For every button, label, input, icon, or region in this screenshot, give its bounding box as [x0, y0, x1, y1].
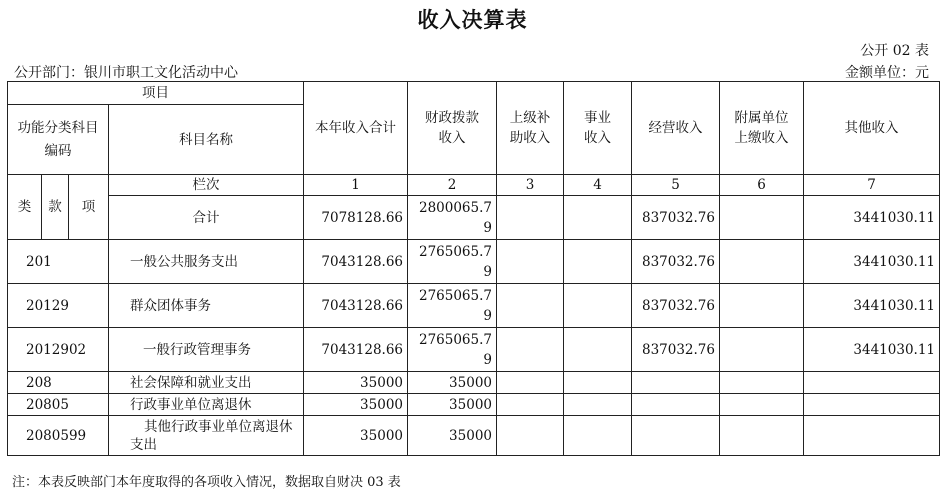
affiliated-cell [720, 372, 804, 394]
function-code: 2012902 [8, 328, 109, 372]
operating-cell: 837032.76 [632, 240, 720, 284]
business-cell [564, 240, 632, 284]
subject-name: 群众团体事务 [109, 284, 304, 328]
total-cell: 35000 [304, 372, 408, 394]
business-cell [564, 416, 632, 456]
operating-cell: 837032.76 [632, 284, 720, 328]
fiscal-cell: 2765065.79 [408, 328, 497, 372]
superior-cell [497, 240, 564, 284]
subject-name: 社会保障和就业支出 [109, 372, 304, 394]
subject-name: 一般公共服务支出 [109, 240, 304, 284]
table-row [8, 240, 940, 284]
xiang-header: 项 [69, 175, 109, 240]
table-row-total [8, 196, 940, 240]
function-code: 201 [8, 240, 109, 284]
lei-header: 类 [8, 175, 42, 240]
function-code: 208 [8, 372, 109, 394]
col-other-header: 其他收入 [804, 82, 940, 175]
col-fiscal-header: 财政拨款收入 [408, 82, 497, 175]
business-cell [564, 372, 632, 394]
subject-name-header: 科目名称 [109, 105, 304, 175]
superior-cell [497, 394, 564, 416]
table-row [8, 416, 940, 456]
col-total-header: 本年收入合计 [304, 82, 408, 175]
table-row [8, 284, 940, 328]
operating-cell [632, 416, 720, 456]
superior-cell [497, 328, 564, 372]
business-cell [564, 196, 632, 240]
seq-2: 2 [408, 175, 497, 196]
fiscal-cell: 35000 [408, 372, 497, 394]
function-code: 20129 [8, 284, 109, 328]
other-cell: 3441030.11 [804, 284, 940, 328]
subject-name: 合计 [109, 196, 304, 240]
other-cell: 3441030.11 [804, 240, 940, 284]
total-cell: 7043128.66 [304, 284, 408, 328]
col-operating-header: 经营收入 [632, 82, 720, 175]
table-code: 公开 02 表 [860, 43, 929, 59]
fiscal-cell: 2765065.79 [408, 240, 497, 284]
function-code: 20805 [8, 394, 109, 416]
superior-cell [497, 416, 564, 456]
affiliated-cell [720, 240, 804, 284]
table-row [8, 328, 940, 372]
total-cell: 7078128.66 [304, 196, 408, 240]
other-cell [804, 394, 940, 416]
function-code: 2080599 [8, 416, 109, 456]
fiscal-cell: 35000 [408, 394, 497, 416]
seq-1: 1 [304, 175, 408, 196]
other-cell [804, 372, 940, 394]
subject-name: 行政事业单位离退休 [109, 394, 304, 416]
fiscal-cell: 2765065.79 [408, 284, 497, 328]
total-cell: 35000 [304, 416, 408, 456]
kuan-header: 款 [42, 175, 69, 240]
income-table [7, 81, 940, 456]
subject-name: 其他行政事业单位离退休支出 [109, 416, 304, 456]
affiliated-cell [720, 284, 804, 328]
superior-cell [497, 196, 564, 240]
other-cell: 3441030.11 [804, 328, 940, 372]
seq-4: 4 [564, 175, 632, 196]
header-row-1 [8, 82, 940, 105]
operating-cell: 837032.76 [632, 196, 720, 240]
total-cell: 7043128.66 [304, 240, 408, 284]
affiliated-cell [720, 196, 804, 240]
business-cell [564, 394, 632, 416]
affiliated-cell [720, 328, 804, 372]
operating-cell [632, 394, 720, 416]
col-business-header: 事业收入 [564, 82, 632, 175]
seq-row [8, 175, 940, 196]
superior-cell [497, 372, 564, 394]
seq-label: 栏次 [109, 175, 304, 196]
col-superior-header: 上级补助收入 [497, 82, 564, 175]
subject-name: 一般行政管理事务 [109, 328, 304, 372]
page-title: 收入决算表 [417, 8, 528, 32]
total-cell: 35000 [304, 394, 408, 416]
footnote: 注：本表反映部门本年度取得的各项收入情况，数据取自财决 03 表 [12, 475, 401, 490]
fiscal-cell: 2800065.79 [408, 196, 497, 240]
business-cell [564, 284, 632, 328]
operating-cell [632, 372, 720, 394]
fiscal-cell: 35000 [408, 416, 497, 456]
other-cell [804, 416, 940, 456]
seq-6: 6 [720, 175, 804, 196]
operating-cell: 837032.76 [632, 328, 720, 372]
seq-3: 3 [497, 175, 564, 196]
superior-cell [497, 284, 564, 328]
table-row [8, 394, 940, 416]
seq-5: 5 [632, 175, 720, 196]
total-cell: 7043128.66 [304, 328, 408, 372]
department-label: 公开部门：银川市职工文化活动中心 [14, 65, 238, 81]
col-affiliated-header: 附属单位上缴收入 [720, 82, 804, 175]
affiliated-cell [720, 416, 804, 456]
function-code-header: 功能分类科目编码 [8, 105, 109, 175]
project-header: 项目 [8, 82, 304, 105]
amount-unit-label: 金额单位：元 [845, 65, 929, 81]
seq-7: 7 [804, 175, 940, 196]
affiliated-cell [720, 394, 804, 416]
other-cell: 3441030.11 [804, 196, 940, 240]
table-row [8, 372, 940, 394]
business-cell [564, 328, 632, 372]
